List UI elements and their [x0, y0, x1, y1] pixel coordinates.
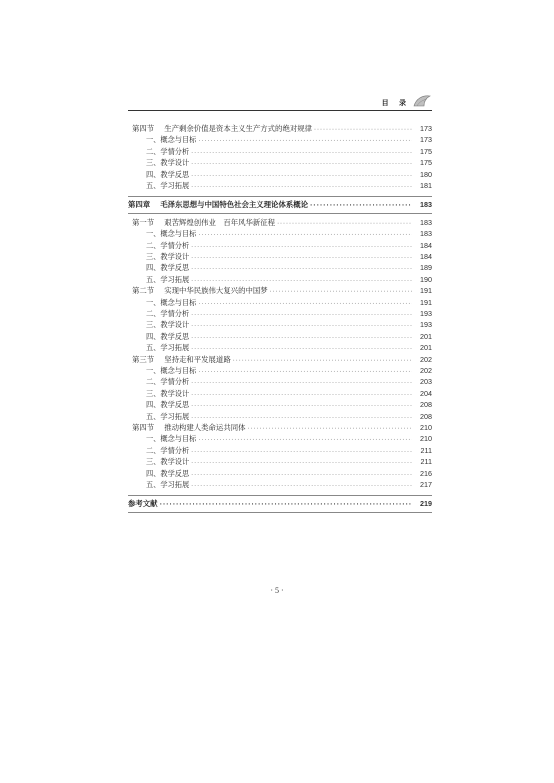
toc-entry-text: 一、概念与目标 — [146, 434, 197, 444]
toc-page-number: 211 — [420, 445, 432, 455]
toc-entry-title — [146, 297, 196, 309]
toc-subsection-row — [146, 146, 432, 158]
toc-entry-text: 四、教学反思 — [146, 400, 190, 410]
toc-entry-title — [146, 388, 189, 400]
chapter-rule-top — [128, 196, 432, 197]
toc-subsection-row — [146, 157, 432, 169]
toc-page-number: 219 — [420, 499, 432, 509]
toc-page-number: 208 — [420, 400, 432, 410]
toc-entry-text: 五、学习拓展 — [146, 343, 190, 353]
toc-subsection-row — [146, 134, 432, 146]
toc-page-number: 193 — [420, 320, 432, 330]
toc-entry-text: 五、学习拓展 — [146, 480, 190, 489]
toc-entry-number: 第二节 — [132, 286, 155, 296]
toc-entry-title — [132, 422, 246, 434]
toc-entry-title — [146, 146, 189, 158]
toc-subsection-row — [146, 308, 432, 320]
toc-page-number: 181 — [420, 181, 432, 190]
toc-entry-title — [146, 468, 189, 480]
chapter-rule-bottom — [128, 512, 432, 513]
toc-entry-text: 二、学情分析 — [146, 240, 190, 250]
dot-leader — [191, 181, 412, 193]
toc-entry-text: 参考文献 — [128, 499, 158, 509]
toc-page-number: 211 — [420, 457, 432, 467]
toc-entry-text: 四、教学反思 — [146, 468, 190, 478]
toc-entry-title — [128, 199, 308, 211]
toc-entry-text: 三、教学设计 — [146, 457, 190, 467]
toc-subsection-row — [146, 319, 432, 331]
toc-section-row — [132, 123, 432, 135]
toc-subsection-row — [146, 180, 432, 192]
toc-page-number: 183 — [420, 229, 432, 239]
toc-subsection-row — [146, 331, 432, 343]
toc-entry-title — [146, 365, 196, 377]
toc-page-number: 191 — [420, 286, 432, 296]
dot-leader — [310, 200, 412, 212]
toc-entry-title — [146, 251, 189, 263]
toc-entry-text: 四、教学反思 — [146, 263, 190, 273]
toc-page-number: 201 — [420, 331, 432, 341]
toc-subsection-row — [146, 169, 432, 181]
toc-subsection-row — [146, 228, 432, 240]
toc-entry-text: 四、教学反思 — [146, 331, 190, 341]
toc-subsection-row — [146, 468, 432, 480]
toc-page-number: 217 — [420, 480, 432, 489]
toc-section-row — [132, 217, 432, 229]
toc-entry-text: 坚持走和平发展道路 — [164, 354, 231, 364]
toc-entry-title — [146, 342, 189, 354]
toc-entry-text: 二、学情分析 — [146, 445, 190, 455]
toc-page-number: 202 — [420, 354, 432, 364]
toc-page-number: 190 — [420, 274, 432, 284]
toc-subsection-row — [146, 365, 432, 377]
toc-subsection-row — [146, 251, 432, 263]
toc-subsection-row — [146, 297, 432, 309]
chapter-rule-bottom — [128, 213, 432, 214]
toc-entry-text: 实现中华民族伟大复兴的中国梦 — [164, 286, 268, 296]
toc-subsection-row — [146, 262, 432, 274]
toc-entry-text: 艰苦辉煌创伟业 百年风华新征程 — [164, 217, 276, 227]
toc-chapter-row — [128, 498, 432, 510]
toc-entry-title — [146, 157, 189, 169]
toc-entry-title — [146, 308, 189, 320]
toc-entry-number: 第四节 — [132, 124, 155, 133]
toc-entry-title — [132, 285, 268, 297]
toc-entry-title — [128, 498, 158, 510]
toc-entry-text: 一、概念与目标 — [146, 135, 197, 145]
toc-entry-title — [146, 262, 189, 274]
toc-entry-title — [132, 123, 312, 135]
toc-entry-text: 三、教学设计 — [146, 388, 190, 398]
toc-page-number: 191 — [420, 297, 432, 307]
toc-page-number: 202 — [420, 366, 432, 375]
toc-entry-title — [146, 479, 189, 491]
toc-subsection-row — [146, 274, 432, 286]
toc-entry-title — [146, 134, 196, 146]
toc-entry-text: 二、学情分析 — [146, 309, 190, 318]
toc-entry-title — [132, 217, 275, 229]
toc-entry-number: 第一节 — [132, 217, 155, 227]
toc-entry-title — [146, 433, 196, 445]
toc-entry-text: 生产剩余价值是资本主义生产方式的绝对规律 — [164, 124, 313, 133]
toc-entry-number: 第三节 — [132, 354, 155, 364]
toc-entry-title — [146, 331, 189, 343]
chapter-rule-top — [128, 495, 432, 496]
toc-entry-title — [146, 456, 189, 468]
dot-leader — [160, 499, 412, 511]
toc-page-number: 193 — [420, 309, 432, 318]
toc-entry-text: 三、教学设计 — [146, 320, 190, 330]
toc-entry-text: 二、学情分析 — [146, 146, 190, 156]
toc-page-number: 203 — [420, 377, 432, 387]
toc-subsection-row — [146, 411, 432, 423]
toc-entry-text: 二、学情分析 — [146, 377, 190, 387]
toc-entry-text: 四、教学反思 — [146, 169, 190, 179]
toc-page-number: 173 — [420, 135, 432, 145]
toc-entry-title — [146, 180, 189, 192]
toc-page-number: 201 — [420, 343, 432, 353]
toc-entry-text: 毛泽东思想与中国特色社会主义理论体系概论 — [160, 200, 309, 210]
toc-entry-title — [146, 274, 189, 286]
toc-entry-text: 五、学习拓展 — [146, 181, 190, 190]
toc-page-number: 184 — [420, 252, 432, 261]
toc-entry-title — [146, 445, 189, 457]
toc-chapter-row — [128, 199, 432, 211]
toc-entry-text: 一、概念与目标 — [146, 297, 197, 307]
toc-entry-text: 三、教学设计 — [146, 252, 190, 261]
toc-page-number: 184 — [420, 240, 432, 250]
toc-page-number: 208 — [420, 411, 432, 421]
toc-subsection-row — [146, 376, 432, 388]
toc-subsection-row — [146, 342, 432, 354]
toc-entry-title — [146, 411, 189, 423]
toc-page-number: 204 — [420, 388, 432, 398]
toc-entry-text: 五、学习拓展 — [146, 411, 190, 421]
toc-subsection-row — [146, 479, 432, 491]
toc-subsection-row — [146, 388, 432, 400]
toc-entry-title — [146, 376, 189, 388]
toc-section-row — [132, 422, 432, 434]
toc-entry-text: 三、教学设计 — [146, 158, 190, 168]
toc-section-row — [132, 354, 432, 366]
dot-leader — [191, 480, 412, 492]
toc-subsection-row — [146, 433, 432, 445]
toc-page-number: 180 — [420, 169, 432, 179]
toc-entry-text: 五、学习拓展 — [146, 274, 190, 284]
toc-page-number: 173 — [420, 124, 432, 133]
toc-entry-title — [146, 399, 189, 411]
toc-subsection-row — [146, 445, 432, 457]
toc-entry-title — [146, 319, 189, 331]
page-number: · 5 · — [270, 586, 284, 595]
toc-subsection-row — [146, 456, 432, 468]
toc-page-number: 210 — [420, 434, 432, 444]
toc-subsection-row — [146, 240, 432, 252]
toc-entry-title — [146, 228, 196, 240]
toc-subsection-row — [146, 399, 432, 411]
toc-page-number: 210 — [420, 423, 432, 432]
toc-section-row — [132, 285, 432, 297]
toc-entry-text: 一、概念与目标 — [146, 366, 197, 375]
header-title: 目 录 — [381, 98, 410, 107]
toc-entry-title — [146, 240, 189, 252]
toc-entry-title — [146, 169, 189, 181]
toc-entry-number: 第四章 — [128, 200, 151, 210]
toc-page-number: 175 — [420, 146, 432, 156]
toc-page-number: 183 — [420, 200, 432, 210]
toc-entry-title — [132, 354, 231, 366]
toc-entry-text: 推动构建人类命运共同体 — [164, 423, 246, 432]
toc-page-number: 175 — [420, 158, 432, 168]
toc-page-number: 189 — [420, 263, 432, 273]
toc-page-number: 216 — [420, 468, 432, 478]
toc-entry-text: 一、概念与目标 — [146, 229, 197, 239]
toc-entry-number: 第四节 — [132, 423, 155, 432]
toc-page-number: 183 — [420, 217, 432, 227]
